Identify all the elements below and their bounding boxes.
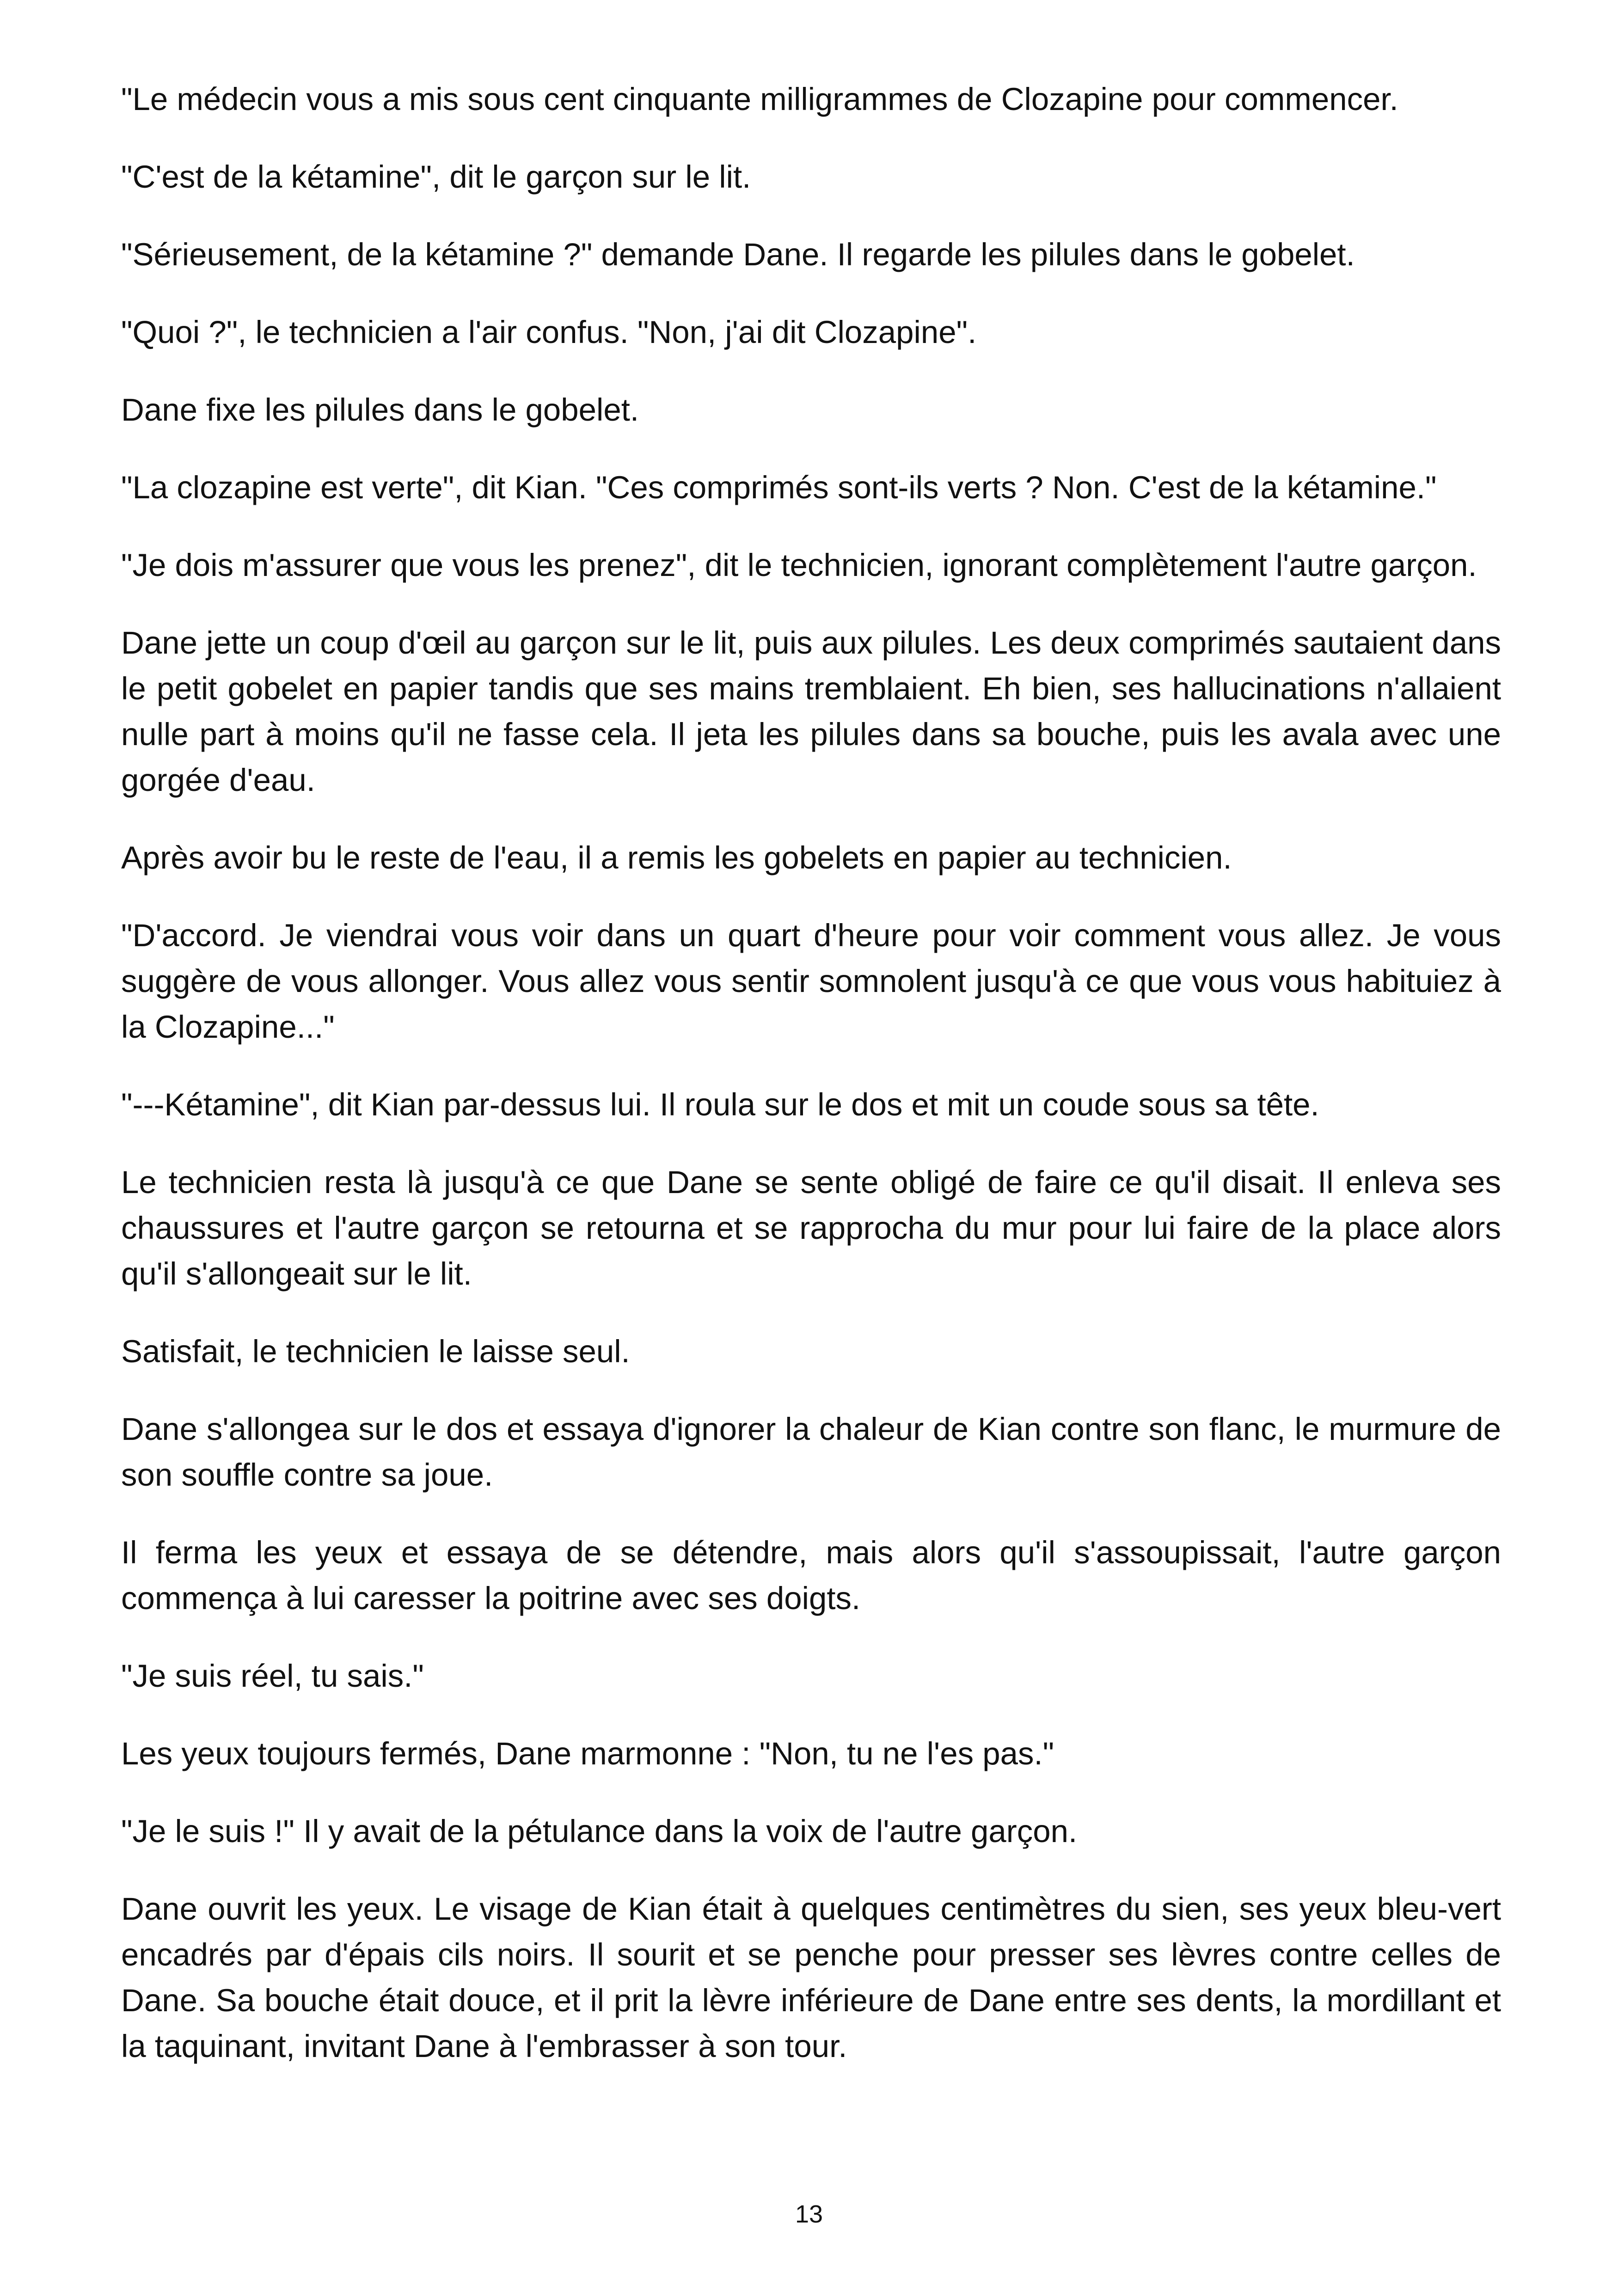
paragraph: "Je dois m'assurer que vous les prenez", dit le technicien, ignorant complètement l'autre garçon. [121, 547, 1477, 583]
paragraph: "C'est de la kétamine", dit le garçon sur le lit. [121, 159, 751, 195]
paragraph: "Le médecin vous a mis sous cent cinquante milligrammes de Clozapine pour commencer. [121, 81, 1398, 117]
paragraph: "Je le suis !" Il y avait de la pétulance dans la voix de l'autre garçon. [121, 1813, 1078, 1849]
page-number: 13 [795, 2200, 823, 2228]
paragraph: Dane fixe les pilules dans le gobelet. [121, 392, 639, 428]
paragraph: "Sérieusement, de la kétamine ?" demande Dane. Il regarde les pilules dans le gobelet. [121, 237, 1355, 272]
paragraph: Les yeux toujours fermés, Dane marmonne : "Non, tu ne l'es pas." [121, 1736, 1054, 1771]
paragraph: Dane s'allongea sur le dos et essaya d'ignorer la chaleur de Kian contre son flanc, le murmure de son souffle contre sa joue. [121, 1411, 1501, 1493]
paragraph: "La clozapine est verte", dit Kian. "Ces comprimés sont-ils verts ? Non. C'est de la kétamine." [121, 470, 1437, 505]
paragraph: Le technicien resta là jusqu'à ce que Dane se sente obligé de faire ce qu'il disait. Il enleva ses chaussures et l'autre garçon se retourna et se rapprocha du mur pour lui faire de la place alors qu'il s'allongeait sur le lit. [121, 1164, 1501, 1292]
body-text [121, 76, 1501, 2101]
paragraph: Dane jette un coup d'œil au garçon sur le lit, puis aux pilules. Les deux comprimés sautaient dans le petit gobelet en papier tandis que ses mains tremblaient. Eh bien, ses hallucinations n'allaient nulle part à moins qu'il ne fasse cela. Il jeta les pilules dans sa bouche, puis les avala avec une gorgée d'eau. [121, 625, 1501, 798]
paragraph: "D'accord. Je viendrai vous voir dans un quart d'heure pour voir comment vous allez. Je vous suggère de vous allonger. Vous allez vous sentir somnolent jusqu'à ce que vous vous habituiez à la Clozapine..." [121, 918, 1501, 1045]
paragraph: Il ferma les yeux et essaya de se détendre, mais alors qu'il s'assoupissait, l'autre garçon commença à lui caresser la poitrine avec ses doigts. [121, 1535, 1501, 1616]
paragraph: Dane ouvrit les yeux. Le visage de Kian était à quelques centimètres du sien, ses yeux bleu-vert encadrés par d'épais cils noirs. Il sourit et se penche pour presser ses lèvres contre celles de Dane. Sa bouche était douce, et il prit la lèvre inférieure de Dane entre ses dents, la mordillant et la taquinant, invitant Dane à l'embrasser à son tour. [121, 1891, 1501, 2064]
paragraph: Satisfait, le technicien le laisse seul. [121, 1334, 630, 1369]
paragraph: Après avoir bu le reste de l'eau, il a remis les gobelets en papier au technicien. [121, 840, 1232, 876]
paragraph: "Quoi ?", le technicien a l'air confus. "Non, j'ai dit Clozapine". [121, 314, 977, 350]
paragraph: "Je suis réel, tu sais." [121, 1658, 424, 1694]
paragraph: "---Kétamine", dit Kian par-dessus lui. Il roula sur le dos et mit un coude sous sa tête. [121, 1087, 1319, 1122]
